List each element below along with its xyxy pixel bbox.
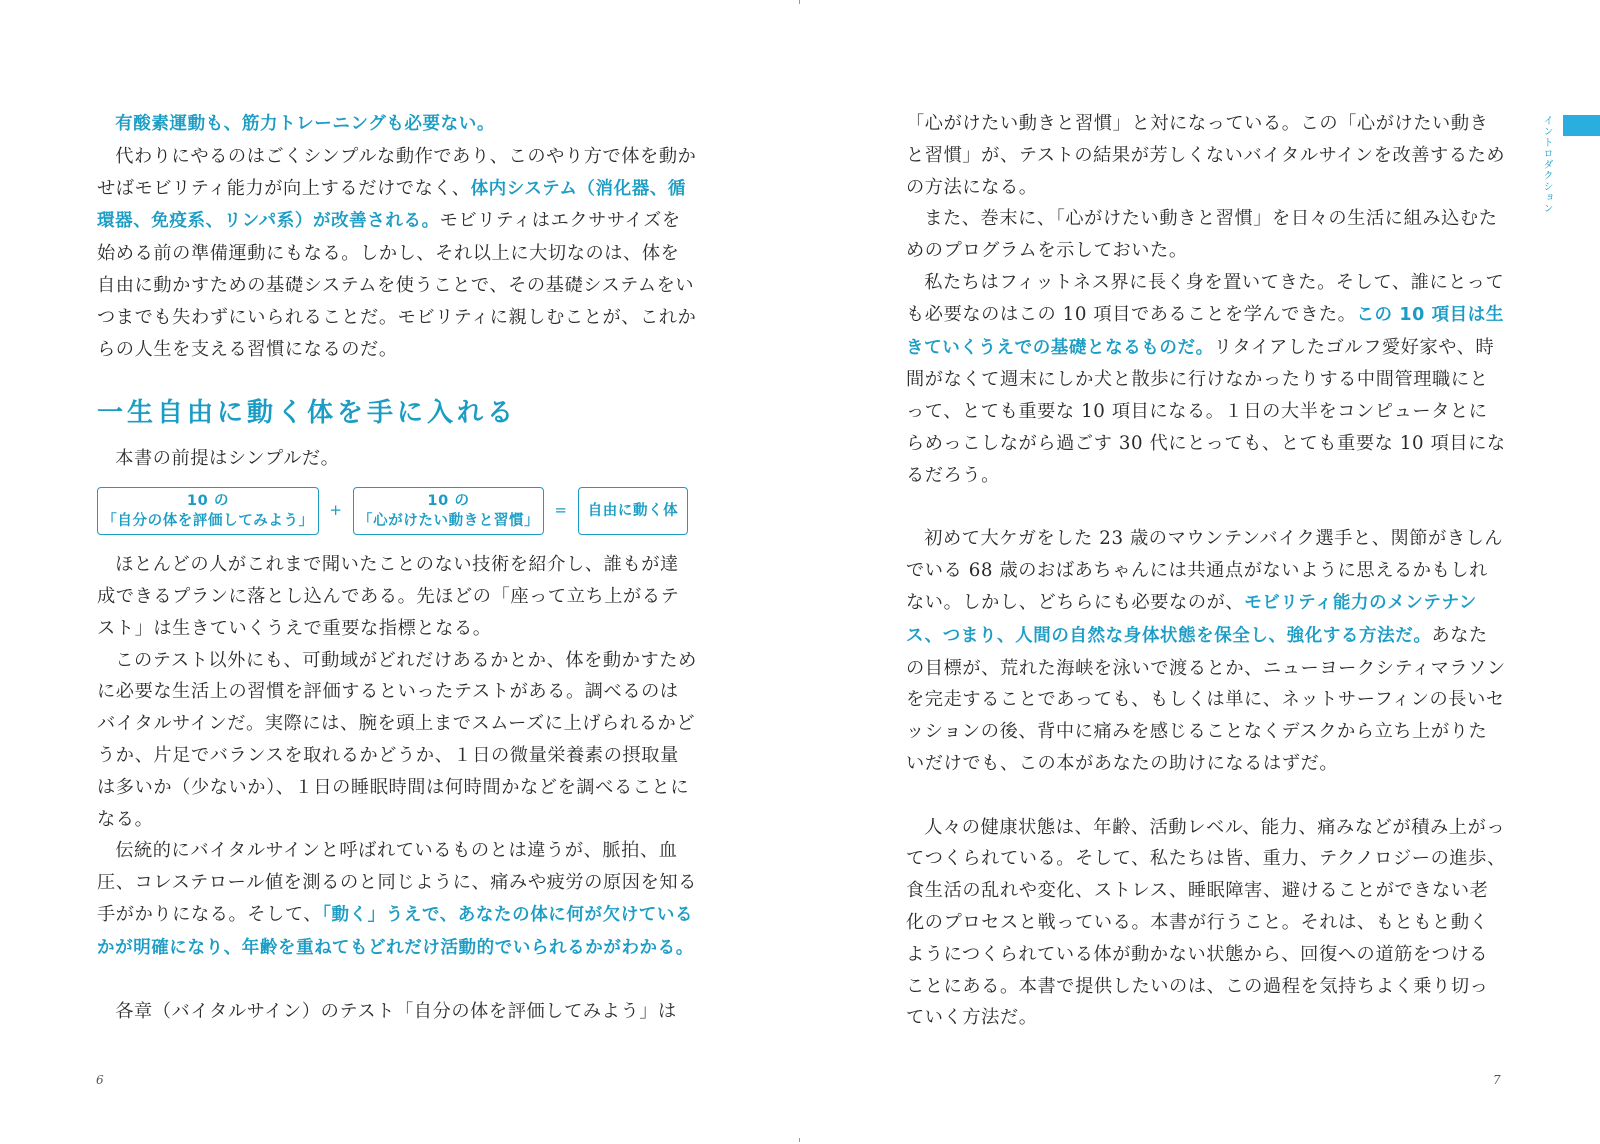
right-paragraph-2: また、巻末に、「心がけたい動きと習慣」を日々の生活に組み込むためのプログラムを示しておいた。 [906, 208, 1498, 262]
formula-box-result [578, 487, 688, 535]
page-number-right: 7 [1493, 1073, 1501, 1087]
right-paragraph-4-text-a: 初めて大ケガをした 23 歳のマウンテンバイク選手と、関節がきしんでいる 68 歳のおばあちゃんには共通点がないように思えるかもしれない。しかし、どちらにも必要なのが、 [906, 528, 1504, 613]
formula-box-result-label: 自由に動く体 [587, 503, 679, 520]
paragraph-1-text-a: 代わりにやるのはごくシンプルな動作であり、このやり方で体を動かせばモビリティ能力が向上するだけでなく、 [97, 145, 697, 199]
right-paragraph-4 [906, 523, 1506, 779]
right-paragraph-3-highlight: この 10 項目は生きていくうえでの基礎となるものだ。 [906, 304, 1504, 358]
paragraph-4: このテスト以外にも、可動域がどれだけあるかとか、体を動かすために必要な生活上の習慣を評価するといったテストがある。調べるのはバイタルサインだ。実際には、腕を頭上までスムーズに上げられるかどうか、片足でバランスを取れるかどうか、１日の微量栄養素の摂取量は多いか（少ないか）、１日の睡眠時間は何時間かなどを調べることになる。 [97, 649, 697, 830]
intro-highlight: 有酸素運動も、筋力トレーニングも必要ない。 [115, 114, 495, 134]
chapter-thumb-tab [1563, 115, 1600, 136]
left-page-body [97, 108, 697, 1028]
intro-highlight-paragraph [97, 108, 697, 141]
formula-box-assessment [97, 487, 319, 535]
formula-plus: + [329, 501, 343, 520]
paragraph-spacer [906, 492, 1506, 524]
right-paragraph-3 [906, 267, 1506, 492]
paragraph-1 [97, 141, 697, 366]
paragraph-5-text: 伝統的にバイタルサインと呼ばれているものとは違うが、脈拍、血圧、コレステロール値を測るのと同じように、痛みや疲労の原因を知る手がかりになる。そして、 [97, 840, 697, 925]
page-number-left: 6 [96, 1073, 104, 1087]
right-paragraph-3-text-a: 私たちはフィットネス界に長く身を置いてきた。そして、誰にとっても必要なのはこの 10 項目であることを学んできた。 [906, 271, 1505, 325]
paragraph-5-highlight: 「動く」うえで、あなたの体に何が欠けているかが明確になり、年齢を重ねてもどれだけ活動的でいられるかがわかる。 [97, 904, 694, 958]
right-paragraph-5: 人々の健康状態は、年齢、活動レベル、能力、痛みなどが積み上がってつくられている。そして、私たちは皆、重力、テクノロジーの進歩、食生活の乱れや変化、ストレス、睡眠障害、避けることができない老化のプロセスと戦っている。本書が行うこと。それは、もともと動くようにつくられている体が動かない状態から、回復への道筋をつけることにある。本書で提供したいのは、この過程を気持ちよく乗り切っていく方法だ。 [906, 816, 1506, 1029]
right-paragraph-3-text-b: リタイアしたゴルフ愛好家や、時間がなくて週末にしか犬と散歩に行けなかったりする中間管理職にとって、とても重要な 10 項目になる。１日の大半をコンピュータとにらめっこしながら過ごす 30 代にとっても、とても重要な 10 項目になるだろう。 [906, 336, 1506, 486]
paragraph-6: 各章（バイタルサイン）のテスト「自分の体を評価してみよう」は [115, 1001, 677, 1023]
formula-box-habits-label: 「心がけたい動きと習慣」 [358, 513, 540, 530]
paragraph-1-text-b: モビリティはエクササイズを始める前の準備運動にもなる。しかし、それ以上に大切なのは、体を自由に動かすための基礎システムを使うことで、その基礎システムをいつまでも失わずにいられることだ。モビリティに親しむことが、これからの人生を支える習慣になるのだ。 [97, 210, 697, 360]
paragraph-5 [97, 835, 697, 964]
right-page-body [906, 108, 1506, 1034]
chapter-side-label: イントロダクション [1541, 115, 1552, 214]
paragraph-spacer [906, 780, 1506, 812]
section-title: 一生自由に動く体を手に入れる [97, 398, 518, 429]
right-paragraph-1: 「心がけたい動きと習慣」と対になっている。この「心がけたい動きと習慣」が、テストの結果が芳しくないバイタルサインを改善するための方法になる。 [906, 113, 1506, 198]
formula-box-habits-count: 10 の [427, 493, 470, 510]
right-paragraph-4-highlight: モビリティ能力のメンテナンス、つまり、人間の自然な身体状態を保全し、強化する方法だ。 [906, 592, 1477, 646]
paragraph-1-highlight: 体内システム（消化器、循環器、免疫系、リンパ系）が改善される。 [97, 178, 687, 232]
paragraph-spacer [97, 965, 697, 997]
paragraph-2: 本書の前提はシンプルだ。 [115, 448, 340, 470]
right-paragraph-4-text-b: あなたの目標が、荒れた海峡を泳いで渡るとか、ニューヨークシティマラソンを完走することであっても、もしくは単に、ネットサーフィンの長いセッションの後、背中に痛みを感じることなくデスクから立ち上がりたいだけでも、この本があなたの助けになるはずだ。 [906, 624, 1506, 774]
formula-box-habits [353, 487, 544, 535]
formula-box-assessment-label: 「自分の体を評価してみよう」 [102, 513, 314, 530]
formula-diagram [97, 485, 697, 537]
formula-equals: = [554, 501, 568, 520]
paragraph-3: ほとんどの人がこれまで聞いたことのない技術を紹介し、誰もが達成できるプランに落とし込んである。先ほどの「座って立ち上がるテスト」は生きていくうえで重要な指標となる。 [97, 554, 680, 639]
formula-box-assessment-count: 10 の [186, 493, 230, 510]
